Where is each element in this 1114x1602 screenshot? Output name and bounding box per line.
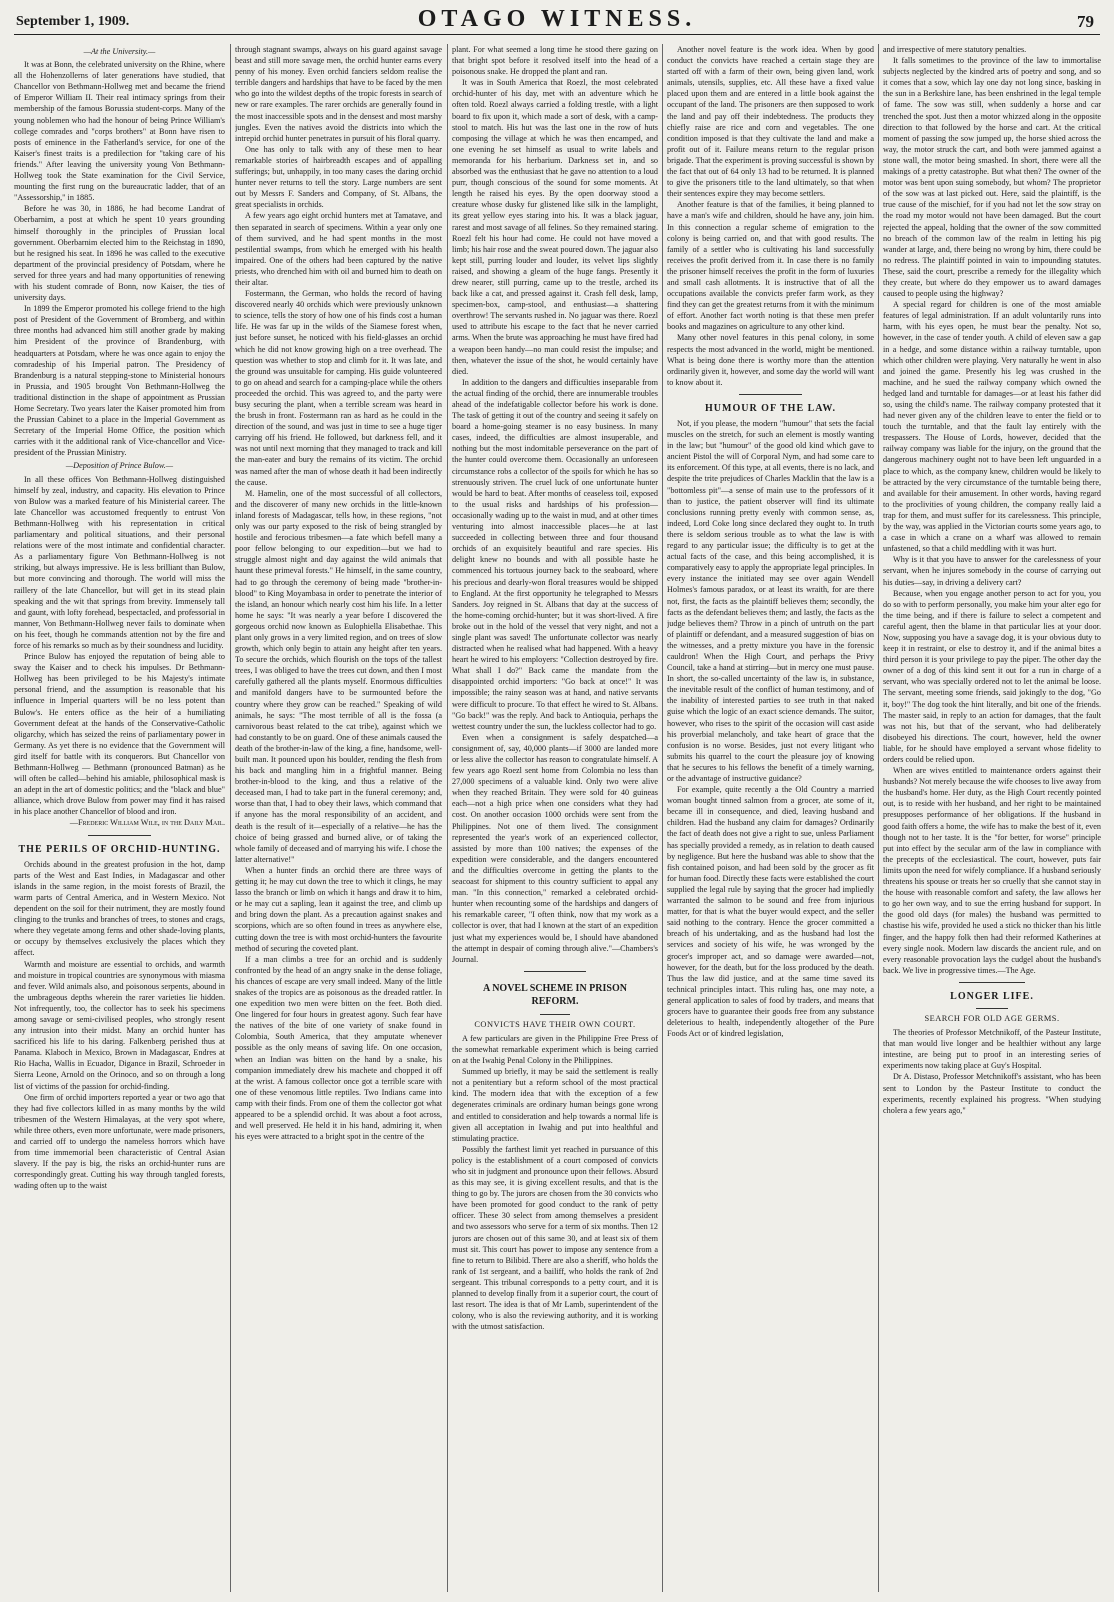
article-divider	[959, 982, 1024, 983]
column-5	[883, 44, 1101, 1592]
article-paragraph: and irrespective of mere statutory penalties.	[883, 45, 1027, 54]
article-paragraph: Prince Bulow has enjoyed the reputation of being able to sway the Kaiser and to check his impulses. Dr Bethmann-Hollweg has been privileged to be his Majesty's intimate personal friend, and the assumption is reasonable that his influence in Imperial quarters will be no less potent than Bulow's. He enters office as the heir of a humiliating Government defeat at the hands of the Conservative-Catholic oligarchy, which has seized the reins of parliamentary power in Germany. As yet there is no evidence that the Government will gird itself for battle with its conquerors. But Chancellor von Bethmann-Hollweg — Bethmann (pronounced Batman) as he will often be called—behind his amiable, philosophical mask is an adept in the art of domestic politics; and the "black and blue" alliance, which drove Bulow from power may find it has raised in his place another Chancellor of blood and iron.	[14, 652, 225, 817]
article-paragraph: plant. For what seemed a long time he stood there gazing on that bright spot before it resolved itself into the head of a poisonous snake. He dropped the plant and ran.	[452, 45, 658, 77]
article-headline: THE PERILS OF ORCHID-HUNTING.	[18, 843, 221, 855]
article-paragraph: For example, quite recently a the Old Country a married woman bought tinned salmon from a grocer, ate some of it, became ill in consequence, and died, leaving husband and children. Had the husband any claim for damages? Ordinarily the fact of death does not give a right to sue, unless Parliament has specially provided a remedy, as in relation to death caused by negligence. But here the husband was able to show that the fish contained poison, and had been sold by the grocer as fit for human food. Directly these facts were established the court supplied the legal rule by saying that the grocer had impliedly warranted the salmon to be sound and free from injurious matter, for that is what the buyer would expect, and the seller said nothing to the contrary. Hence the grocer committed a breach of his undertaking, and as the husband had lost the services and society of his wife, he was wronged by the grocer's improper act, and so damage were awarded—not, however, for the death, but for the loss produced by the death. Thus the law did justice, and at the same time saved its technical principles intact. This ruling has, one may note, a general application to sales of food by traders, and means that grocers have to guarantee their goods free from any substance deleterious to health, independently altogether of the Pure Foods Act or of kindred legislation,	[667, 785, 874, 1039]
column-1	[14, 44, 225, 1592]
article-paragraph: Many other novel features in this penal colony, in some respects the most advanced in the world, might be mentioned. What is being done there is worthy more than the attention ordinarily given it, however, and some day the world will want to know about it.	[667, 333, 874, 387]
page-number: 79	[1077, 12, 1094, 31]
article-divider	[976, 1008, 1009, 1009]
article-paragraph: A few particulars are given in the Philippine Free Press of the somewhat remarkable experiment which is being carried on at the Iwahig Penal Colony in the Philippines.	[452, 1033, 658, 1066]
article-paragraph: If a man climbs a tree for an orchid and is suddenly confronted by the head of an angry snake in the dense foliage, his chances of escape are very small indeed. Many of the little snakes of the tropics are as poisonous as the dreaded rattler. In one expedition two men were bitten on the feet. Both died. One lingered for four hours in greatest agony. Such fear have the natives of the bite of one variety of snake found in Colombia, South America, that they amputate whenever possible as the only means of saving life. On one occasion, when an Indian was bitten on the hand by a snake, his companion immediately drew his machete and chopped it off at the wrist. A famous collector once got a terrible scare with one of these venomous little reptiles. Two Indians came into camp with their finds. From one of them the collector got what appeared to be a splendid orchid. It was about a foot across, and well preserved. He held it in his hand, admiring it, when his eyes were attracted to a bright spot in the centre of the	[235, 954, 442, 1142]
article-paragraph: through stagnant swamps, always on his guard against savage beast and still more savage men, the orchid hunter earns every penny of his money. Even orchid fanciers seldom realise the terrible dangers and hardships that have to be faced by the men who go into the wildest depths of the tropic forests in search of new or rare examples. The rarer orchids are generally found in the most inaccessible spots and in the densest and most marshy jungles. Even the natives avoid the districts into which the intrepid orchid hunter penetrates in pursuit of his floral quarry.	[235, 45, 442, 143]
article-divider	[524, 971, 586, 972]
article-paragraph: M. Hamelin, one of the most successful of all collectors, and the discoverer of many new orchids in the little-known inland forests of Madagascar, tells how, in these regions, "not only was our party exposed to the risk of being strangled by hostile and ferocious tribesmen—a fate which befell many a poor fellow belonging to our expedition—but we had to struggle almost night and day against the wild animals that haunt these primeval forests." He himself, in the same country, had to go through the ceremony of being made "brother-in-blood" to King Moyambasa in order to penetrate the interior of the island, an honour which nearly cost him his life. In a letter home he says: "It was nearly a year before I discovered the gorgeous orchid now known as Eulophiella Elisabethae. This plant only grows in a very limited region, and on trees of slow growth, which only begin to attain any height after ten years. To secure the orchids, which flourish on the tops of the tallest trees, I was obliged to have the trees cut down, and then I most carefully gathered all the plants myself. Enormous difficulties and manifold dangers have to be surmounted before the country where they grow can be reached." Speaking of wild animals, he says: "The most terrible of all is the fossa (a carnivorous beast related to the cat tribe), against which we had constantly to be on guard. One of these animals caused the death of the brother-in-law of the king, a fine, handsome, well-built man. It pounced upon his boulder, rending the flesh from his back and mangling him in a frightful manner. Being brother-in-blood to the king, and thus a relative of the deceased man, I had to take part in the funeral ceremony; and, worse than that, I had to obey their laws, which command that if anyone has the moral responsibility of an accident, and death is the result of it—especially of a relative—he has the choice of being grassed and burned alive, or of taking the whole family of deceased and of marrying his wife. I chose the latter alternative!"	[235, 488, 442, 864]
column-3	[452, 44, 658, 1592]
newspaper-title: OTAGO WITNESS.	[417, 6, 697, 32]
article-paragraph: It was in South America that Roezl, the most celebrated orchid-hunter of his day, met with an adventure which he often told. Roezl always carried a folding trestle, with a light board to fix upon it, which made a sort of desk, with a camp-stool to match. His hut was the last one in the row of huts composing the village at which he was then encamped, and one evening he set himself as usual to write labels and memoranda for his herbarium. Darkness set in, and so absorbed was the enthusiast that he gave no attention to a loud purr, though conscious of the sound for some moments. At length he raised his eyes. By the open doorway stood a creature whose dusky fur glistened like silk in the lamplight, its great yellow eyes staring into his. It was a black jaguar, rarest and most savage of all felines. So they remained staring. Roezl felt his hour had come. He could not have moved a limb; his hair rose and the sweat poured down. The jaguar also kept still, purring louder and louder, its velvet lips slightly raised, and showing a gleam of the huge fangs. Presently it drew nearer, still purring, came up to the trestle, arched its back like a cat, and pressed against it. Crash fell desk, lamp, specimen-box, camp-stool, and enthusiast—a shattering overthrow! The servants rushed in. No jaguar was there. Roezl used to attribute his escape to the fact that he never carried arms. When the brute was approaching he must have fired had a weapon been handy—no man could resist the impulse; and then, whatever the issue of the shot, he would certainly have died.	[452, 78, 658, 376]
article-paragraph: It was at Bonn, the celebrated university on the Rhine, where all the Hohenzollerns of later generations have studied, that Chancellor von Bethmann-Hollweg met and became the friend of Emperor William II. Their real intimacy springs from their membership of the famous Borussia student-corps. Many of the young noblemen who had the honour of being Prince William's college comrades and "corps brothers" at Bonn have risen to posts of eminence in the Fatherland's service, for one of the Kaiser's finest traits is a predilection for "taking care of his friends." After leaving the university young Von Bethmann-Hollweg took the State examination for the Civil Service, mounting the first rung on the bureaucratic ladder, that of an "Assessorship," in 1885.	[14, 60, 225, 203]
article-paragraph: Another novel feature is the work idea. When by good conduct the convicts have reached a certain stage they are started off with a farm of their own, being given land, work animals, utensils, supplies, etc. All these have a fixed value placed upon them and are entered in a little book against the occupant of the land. The prisoners are then supposed to work the land and pay off their indebtedness. The products they chiefly raise are rice and corn and vegetables. The one condition imposed is that they cultivate the land and make a profit out of it. Failure means return to the regular prison brigade. That the experiment is proving successful is shown by the fact that out of 64 only 13 had to be returned. It is planned to give the prisoners title to the land ultimately, so that when their sentences expire they may become settlers.	[667, 45, 874, 199]
article-paragraph: One has only to talk with any of these men to hear remarkable stories of hairbreadth escapes and of appalling sufferings; but, unhappily, in too many cases the daring orchid hunter never returns to tell the story. Large numbers are sent out by Messrs F. Sanders and Company, of St. Albans, the great specialists in orchids.	[235, 144, 442, 210]
article-divider	[739, 394, 801, 395]
column-4	[667, 44, 874, 1592]
article-paragraph: When a hunter finds an orchid there are three ways of getting it; he may cut down the tree to which it clings, he may lasso the branch or limb on which it hangs and draw it to him, or he may cut a sapling, lean it against the tree, and climb up and bring down the plant. As a precaution against snakes and scorpions, which are so often found in trees as anywhere else, cutting down the tree is with most orchid-hunters the favourite method of securing the coveted plant.	[235, 865, 442, 953]
issue-date: September 1, 1909.	[16, 14, 130, 29]
column-rule	[662, 44, 663, 1592]
kicker: —At the University.—	[83, 47, 156, 56]
article-paragraph: Another feature is that of the families, it being planned to have a man's wife and children, should he have any, join him. In this connection a regular scheme of emigration to the colony is being carried on, and that with good results. The family of a settler who is cultivating his land successfully receives the profit derived from it. In case there is no family the prisoner himself receives the profit in the form of luxuries and small cash allotments. It is instructive that of all the occupations available the convicts prefer farm work, as they find they can get the greatest returns from it with the minimum of effort. Another fact worth noting is that these men prefer books and magazines on agriculture to any other kind.	[667, 200, 874, 332]
article-headline: LONGER LIFE.	[950, 990, 1034, 1002]
article-paragraph: Before he was 30, in 1886, he had become Landrat of Oberbarnim, a post at which he spent 10 years grounding himself thoroughly in the principles of Prussian local government. Oberbarnim elected him to the Reichstag in 1890, but he resigned his seat. In 1896 he was called to the executive department of the provincial presidency of Potsdam, where he served for three years and had many opportunities of renewing with his student comrade of Bonn, now Kaiser, the ties of university days.	[14, 204, 225, 303]
headline-line: A NOVEL SCHEME IN PRISON	[483, 982, 627, 994]
article-paragraph: One firm of orchid importers reported a year or two ago that they had five collectors killed in as many months by the wild tribesmen of the Western Himalayas, at the very spot where, while three others, even more unfortunate, were made prisoners, and carried off to undergo the nameless horrors which have from time immemorial been characteristic of Central Asian slavery. If the pay is big, the risks an orchid-hunter runs are correspondingly great. Cutting his way through tangled forests, wading often up to the waist	[14, 1092, 225, 1191]
column-rule	[878, 44, 879, 1592]
headline-line: REFORM.	[531, 995, 579, 1007]
column-rule	[447, 44, 448, 1592]
article-paragraph: The theories of Professor Metchnikoff, of the Pasteur Institute, that man would live longer and be healthier without any large intestine, are being put to proof in an interesting series of experiments now taking place at Guy's Hospital.	[883, 1028, 1101, 1071]
article-subhead: SEARCH FOR OLD AGE GERMS.	[924, 1013, 1060, 1023]
article-paragraph: Dr A. Distaso, Professor Metchnikoff's assistant, who has been sent to London by the Pasteur Institute to conduct the experiments, recently explained his progress. "When studying cholera a few years ago,"	[883, 1072, 1101, 1115]
article-paragraph: Orchids abound in the greatest profusion in the hot, damp parts of the West and East Indies, in Madagascar and other islands in the same region, in the moist forests of Brazil, the warm parts of Central America, and in Western Mexico. Not dependent on the soil for their nutriment, they are mostly found clinging to the trunks and branches of trees, to stones and crags, where they vegetate among ferns and other shade-loving plants, or occupy by themselves exclusively the places which they affect.	[14, 859, 225, 958]
article-paragraph: Summed up briefly, it may be said the settlement is really not a penitentiary but a reform school of the most practical kind. The modern idea that with the exception of a few degenerates criminals are ordinary human beings gone wrong and entitled to consideration and help towards a normal life is given all acceptation in Iwahig and put into healthful and stimulating practice.	[452, 1067, 658, 1143]
column-2	[235, 44, 442, 1592]
article-paragraph: Because, when you engage another person to act for you, you do so with to perform personally, you make him your alter ego for the time being, and if there is failure to select a competent and careful agent, then the blame in that particular lies at your door. Now, supposing you have a savage dog, it is your obvious duty to keep it in restraint, or else to destroy it, and if the animal bites a third person it is your privilege to pay the piper. The other day the owner of a dog of this kind sent it out for a run in charge of a servant, who was specially ordered not to let the animal be loose. The servant, meeting some friends, said jokingly to the dog, "Go it, boy!" The dog took the hint literally, and bit one of the friends. The master said, in reply to an action for damages, that the fault was not his, but that of the servant, who had deliberately disobeyed his directions. The court, however, held the owner liable, for he should have employed a servant whose fidelity to orders could be relied upon.	[883, 588, 1101, 764]
article-paragraph: In addition to the dangers and difficulties inseparable from the actual finding of the orchid, there are innumerable troubles ahead of the indefatigable collector before his work is done. The task of getting it out of the country and seeing it safely on board a home-going steamer is no easy business. In many cases, indeed, the difficulties are almost insuperable, and nothing but the most indomitable perseverance on the part of the hunter could overcome them. Occasionally an unforeseen circumstance robs a collector of the spoils for which he has so strenuously striven. The cruel luck of one unfortunate hunter would be hard to beat. After months of ceaseless toil, exposed to the usual risks and hardships of his profession—occasionally wading up to the waist in mud, and at other times venturing into almost inaccessible places—he at last succeeded in collecting between three and four thousand orchids of an exquisitely beautiful and rare species. His delight knew no bounds and with all possible haste he commenced his tortuous journey back to the seaboard, where his precious and dearly-won floral treasures would be shipped to England. At the first opportunity he telegraphed to Messrs Sanders. Joy reigned in St. Albans that day at the success of the home-coming orchid-hunter; but it was short-lived. A fire broke out in the hold of the vessel that very night, and not a single plant was saved! The unfortunate collector was nearly distracted when he realised what had happened. With a heavy heart he wired to his employers: "Collection destroyed by fire. What shall I do?" Back came the mandate from the disappointed orchid importers: "Go back at once!" It was impossible; the rainy season was at hand, and native servants were difficult to procure. To that effect he wired to St. Albans. "Go back!" was the reply. And back to Antioquia, perhaps the wettest country under the sun, the luckless collector had to go.	[452, 377, 658, 731]
article-paragraph: A few years ago eight orchid hunters met at Tamatave, and then separated in search of specimens. Within a year only one of them survived, and he had spent months in the most pestilential swamps, from which he emerged with his health impaired. One of the others had been captured by the native priests, who drenched him with oil and burned him to death on their altar.	[235, 211, 442, 287]
article-paragraph: When are wives entitled to maintenance orders against their husbands? Not merely because the wife chooses to live away from the husband's home. Her duty, as the High Court recently pointed out, is to reside with her husband, and her right to be maintained presupposes performance of her obligations. If the husband in good faith offers a home, the wife has to make the best of it, even though not to her taste. It is the "for better, for worse" principle put into effect by the secular arm of the law in compliance with the precepts of the ecclesiastical. The court, however, puts fair limits upon the need for wifely compliance. If a husband seriously threatens his spouse or treats her so cruelly that she cannot stay in the house with reasonable comfort and safety, the law allows her to go her own way, and to sue the erring husband for support. In the good old days (for males) the husband was permitted to chastise his wife, provided he used a stick no thicker than his little finger, and the happy folk then had their reformed Katherines at every single nook. Modern law discards the ancient rule, and on every reasonable provocation lays the cudgel about the husband's back. We live in progressive times.—The Age.	[883, 766, 1101, 975]
article-paragraph: Not, if you please, the modern "humour" that sets the facial muscles on the stretch, for such an element is mostly wanting in the law; but "humour" of the good old kind which gave to ancient Pistol the will of Corporal Nym, and had some care to its enforcement. Of this type, at all events, there is no lack, and despite the trite prejudices of Charles Macklin that the law is a "bottomless pit"—a sense of main use to the professors of it than to justice, the patient observer will find its ultimate conclusions running pretty evenly with common sense, as, indeed, Lord Coke long since declared they ought to. In truth there is seldom serious trouble as to what the law is with regard to any particular issue; the difficulty is to get at the actual facts of the case, and this being accomplished, it is comparatively easy to apply the appropriate legal principles. In every instance the initiated may see over again Wendell Holmes's famous paradox, or at least its wraith, for are there not, first, the facts as the plaintiff believes them; secondly, the facts as the defendant believes them; and lastly, the facts as the judge believes them? Throw in a pinch of untruth on the part of plaintiff or defendant, and a measured suggestion of bias on the witnesses, and a pretty mixture you have in the forensic cauldron! When the High Court, and perhaps the Privy Council, take a hand at stirring—but in mercy one must pause. In short, the so-called uncertainty of the law is, in substance, the inevitable result of the conflict of human testimony, and of the inability of interested parties to see truth in that naked guise which the logic of an exact science demands. The suitor, however, who rises to the spirit of the occasion will cast aside his proverbial melancholy, and take heart of grace that the confusion is no worse. Besides, just not every litigant who submits his quarrel to the court the pleasure joy of knowing that he secures to his fellows the benefit of a timely warning, or the advantage of instructive guidance?	[667, 419, 874, 783]
article-paragraph: Fostermann, the German, who holds the record of having discovered nearly 40 orchids which were previously unknown to science, tells the story of how one of his finds cost a human life. He was far up in the wilds of the Siamese forest when, just before sunset, he noticed with his field-glasses an orchid which he did not know growing high on a tree overhead. The question was whether to stop and climb for it. It was late, and the ground was unsuitable for camping. His guide volunteered to go on ahead and search for a camping-place while the others proceeded the orchid. This was agreed to, and the party were busy securing the plant, when a terrible scream was heard in the brush in front. Fostermann ran as hard as he could in the direction of the sound, and was just in time to see a huge tiger carrying off his friend. He followed, but darkness fell, and it was not until next morning that they managed to track and kill the man-eater and bury the remains of its victim. The orchid was named after the man of whose death it had been indirectly the cause.	[235, 289, 442, 487]
article-headline	[452, 982, 658, 1008]
article-paragraph: Possibly the farthest limit yet reached in pursuance of this policy is the establishment of a court composed of convicts who sit in judgment and pronounce upon their fellows. Absurd as this may see, it is giving excellent results, and that is the thing to go by. The jurors are chosen from the 30 convicts who have been promoted for good conduct to the rank of petty officer. These 30 select from among themselves a president and two assessors who serve for a term of six months. Then 12 jurors are chosen out of this same 30, and at least six of them must sit. This court has power to impose any sentence from a fine to return to Bilibid. There are also a sheriff, who holds the rank of 1st sergeant, and a bailiff, who holds the rank of 2nd sergeant. This tribunal corresponds to a petty court, and it is planned to develop finally from it a superior court, the court of last resort. The idea is that of Mr Lamb, superintendent of the colony, who is also the reviewing authority, and it is working with the utmost satisfaction.	[452, 1144, 658, 1332]
article-signature: —Frederic William Wile, in the Daily Mail.	[69, 818, 225, 828]
article-paragraph: Even when a consignment is safely despatched—a consignment of, say, 40,000 plants—if 3000 are landed more or less alive the collector has reason to congratulate himself. A few years ago Roezl sent home from Colombia no less than 27,000 specimens of a valuable kind. Only two were alive when they reached Britain. They were sold for 40 guineas each—not a high price when one considers what they had cost. On another occasion 1000 orchids were sent from the Philippines. Not one of them lived. The consignment represented the year's work of an experienced collector, assisted by more than 100 natives; the expenses of the expedition were considerable, and the dangers encountered and the difficulties overcome in getting the plants to the seacoast for shipment to this country sufficient to appal any man. "In this connection," remarked a celebrated orchid-hunter when recounting some of the hardships and dangers of his remarkable career, "I often think, now that my work as a collector is over, that had I known at the start of an expedition just what my experiences would be, I should have abandoned the attempt in despair of coming through alive."—Chambers's Journal.	[452, 732, 658, 964]
article-paragraph: In 1899 the Emperor promoted his college friend to the high post of President of the Government of Bromberg, and within three months had advanced him still another grade by making him President of the province of Brandenburg, with headquarters at Potsdam, where he was once again to enjoy the comradeship of his Imperial patron. The Presidency of Brandenburg is a natural stepping-stone to Ministerial honours in Prussia, and 1905 brought Von Bethmann-Hollweg the traditional distinction in the shape of appointment as Prussian Home Secretary. Two years later the Kaiser promoted him from the Prussian Cabinet to a place in the Imperial Government as Secretary of the Imperial Home Office, the position which carries with it the additional rank of Vice-chancellor and Vice-president of the Prussian Ministry.	[14, 304, 225, 458]
article-paragraph: A special regard for children is one of the most amiable features of legal administration. If an adult voluntarily runs into harm, with his eyes open, he must bear the penalty. Not so, however, in the case of tender youth. A child of eleven saw a gap in a hedge, and some distance within a railway turntable, upon which other children were playing. Very naturally he went in also and joined the game. Presently his leg was crushed in the machine, and he sued the railway company which owned the hedged land and turntable for damages—or at least his father did so, using the child's name. The railway company protested that it had never given any of the children leave to enter the field or to touch the turntable, and that the fault lay entirely with the trespassers. The House of Lords, however, decided that the railway company was liable for the injury, on the ground that the dangerous machinery ought not to have been left unguarded in a place to which, as the company knew, children would be likely to be attracted by the very circumstance of the turntable being there, and available for their amusement. In other words, having regard to the proclivities of young children, the company really laid a trap for them, and must suffer for its carelessness. This principle, by the way, was applied in the Victorian courts some years ago, to a case in which a crane on a wharf was allowed to remain unfastened, so that a child meddling with it was hurt.	[883, 300, 1101, 554]
kicker: —Deposition of Prince Bulow.—	[65, 461, 174, 471]
article-paragraph: It falls sometimes to the province of the law to immortalise subjects neglected by the kindred arts of poetry and song, and so it comes that a sow, which lay one day not long since, basking in the sun in a Berkshire lane, has been enshrined in the legal temple of fame. The sow was still, when suddenly a horse and car trenched the spot. Just then a motor whizzed along in the opposite direction to that followed by the horse and cart. At the critical moment of passing the sow jumped up, the horse shied across the way, the motor struck the cart, and both were jammed against a stone wall, the motor being smashed. In short, there were all the makings of a pretty catastrophe. But what then? The owner of the motor was bent upon suing somebody, but whom? The proprietor of the sow was at last picked out. Here, said the plaintiff, is the true cause of the mischief, for if you had not let the sow stray on the road my motor would not have been damaged. But the court rejected the appeal, holding that the owner of the sow committed no breach of the common law of the realm in letting his pig wander at large, and, there being no wrong by him, there could be no redress. The plaintiff pointed in vain to impounding statutes. These, said the court, prescribe a remedy for the illegality which they create, but where do they empower us to award damages caused to people using the highway?	[883, 56, 1101, 299]
article-paragraph: Why is it that you have to answer for the carelessness of your servant, when he injures somebody in the course of carrying out his duties—say, in driving a delivery cart?	[883, 555, 1101, 587]
masthead	[14, 4, 1100, 35]
article-headline: HUMOUR OF THE LAW.	[705, 402, 836, 414]
article-subhead: CONVICTS HAVE THEIR OWN COURT.	[474, 1019, 636, 1029]
article-paragraph: Warmth and moisture are essential to orchids, and warmth and moisture in tropical countries are synonymous with miasma and fever. Wild animals also, and poisonous serpents, abound in the umbrageous depths wherein the rarer varieties lie hidden. Not infrequently, too, the collector has to seek his specimens among savage or semi-civilised peoples, who strongly resent any intrusion into their midst. Many an orchid hunter has sacrificed his life to his daring. Falkenberg perished thus at Panama. Klaboch in Mexico, Brown in Madagascar, Endres at Rio Hacha, Wallis in Ecuador, Digance in Brazil, Schroeder in Sierra Leone, Arnold on the Orinoco, and so on through a long list of victims of the passion for orchid-finding.	[14, 959, 225, 1091]
article-divider	[88, 835, 151, 836]
article-divider	[540, 1014, 571, 1015]
article-paragraph: In all these offices Von Bethmann-Hollweg distinguished himself by zeal, industry, and capacity. His elevation to Prince von Bulow was a marked feature of his Ministerial career. The late Chancellor was accustomed frequently to entrust Von Bethmann-Hollweg with his representation in critical parliamentary and political situations, and their personal relations were of the most intimate and confidential character. As a parliamentary figure Von Bethmann-Hollweg is not striking, but always impressive. He is less brilliant than Bulow, but more convincing and thorough. The world will miss the raillery of the late Chancellor, but will get in its stead plain speaking and the wit that springs from brevity. Immensely tall and gaunt, with lofty forehead, bespectacled, and professorial in manner, Von Bethmann-Hollweg never fails to dominate when on his feet, though he commands attention not by the fire and force of his remarks so much as by their soundness and lucidity.	[14, 474, 225, 650]
column-rule	[230, 44, 231, 1592]
